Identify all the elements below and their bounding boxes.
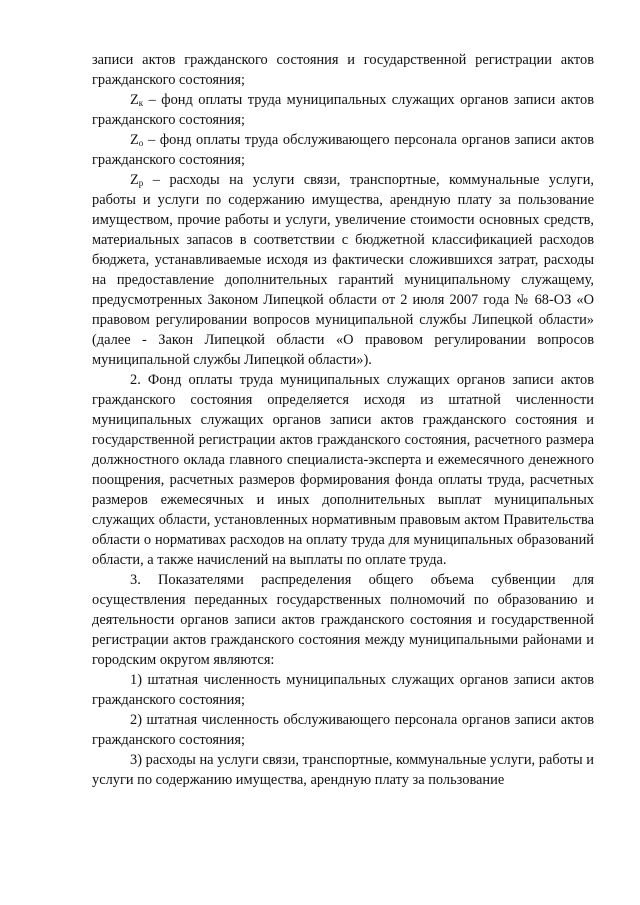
paragraph-text: – фонд оплаты труда обслуживающего персонала органов записи актов гражданского состояния; bbox=[92, 132, 594, 168]
paragraph-text: 1) штатная численность муниципальных служащих органов записи актов гражданского состояния; bbox=[92, 672, 594, 708]
symbol-z: Z bbox=[130, 92, 139, 108]
paragraph-text: – расходы на услуги связи, транспортные, коммунальные услуги, работы и услуги по содержанию имущества, арендную плату за пользование имуществом, прочие работы и услуги, увеличение стоимости основных средств, материальных запасов в соответствии с бюджетной классификацией расходов бюджета, устанавливаемые исходя из фактически сложившихся затрат, расходы на предоставление дополнительных гарантий муниципальному служащему, предусмотренных Законом Липецкой области от 2 июля 2007 года № 68-ОЗ «О правовом регулировании вопросов муниципальной службы Липецкой области» (далее - Закон Липецкой области «О правовом регулировании вопросов муниципальной службы Липецкой области»). bbox=[92, 172, 594, 368]
list-item-3 bbox=[92, 750, 594, 790]
paragraph-text: 3) расходы на услуги связи, транспортные, коммунальные услуги, работы и услуги по содержанию имущества, арендную плату за пользование bbox=[92, 752, 594, 788]
paragraph-text: – фонд оплаты труда муниципальных служащих органов записи актов гражданского состояния; bbox=[92, 92, 594, 128]
symbol-subscript: к bbox=[138, 98, 144, 108]
paragraph-text: записи актов гражданского состояния и государственной регистрации актов гражданского состояния; bbox=[92, 52, 594, 88]
list-item-1 bbox=[92, 670, 594, 710]
document-page bbox=[92, 50, 594, 790]
paragraph-text: 2) штатная численность обслуживающего персонала органов записи актов гражданского состояния; bbox=[92, 712, 594, 748]
symbol-z: Z bbox=[130, 132, 139, 148]
paragraph-zo bbox=[92, 130, 594, 170]
paragraph-1 bbox=[92, 50, 594, 90]
paragraph-2 bbox=[92, 370, 594, 570]
paragraph-zk bbox=[92, 90, 594, 130]
symbol-subscript: о bbox=[138, 138, 144, 148]
paragraph-text: 2. Фонд оплаты труда муниципальных служащих органов записи актов гражданского состояния определяется исходя из штатной численности муниципальных служащих органов записи актов гражданского состояния и государственной регистрации актов гражданского состояния, расчетного размера должностного оклада главного специалиста-эксперта и ежемесячного денежного поощрения, расчетных размеров формирования фонда оплаты труда, расчетных размеров ежемесячных и иных дополнительных выплат муниципальных служащих области, установленных нормативным правовым актом Правительства области о нормативах расходов на оплату труда для муниципальных образований области, а также начислений на выплаты по оплате труда. bbox=[92, 372, 594, 568]
symbol-subscript: р bbox=[138, 178, 144, 188]
symbol-z: Z bbox=[130, 172, 139, 188]
paragraph-text: 3. Показателями распределения общего объема субвенции для осуществления переданных государственных полномочий по образованию и деятельности органов записи актов гражданского состояния и государственной регистрации актов гражданского состояния между муниципальными районами и городским округом являются: bbox=[92, 572, 594, 668]
paragraph-3 bbox=[92, 570, 594, 670]
list-item-2 bbox=[92, 710, 594, 750]
paragraph-zr bbox=[92, 170, 594, 370]
